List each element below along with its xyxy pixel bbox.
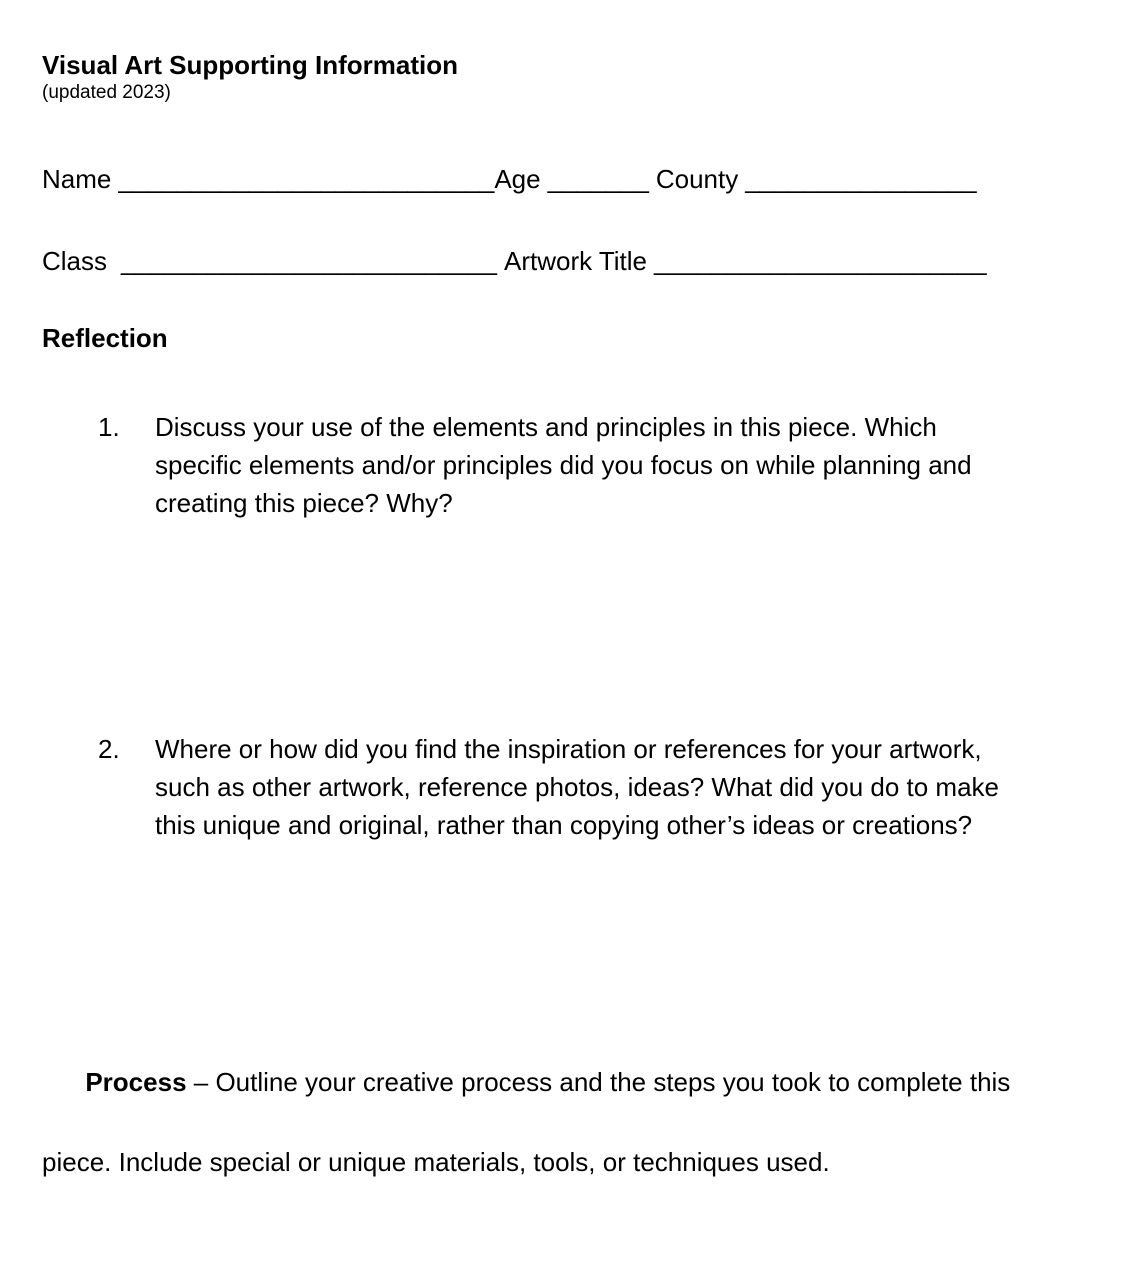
- document-subtitle: (updated 2023): [42, 82, 171, 103]
- question-2-text: [155, 730, 1092, 844]
- name-blank-line: __________________________: [118, 164, 495, 194]
- reflection-question-1: [98, 408, 1092, 522]
- class-blank-line: __________________________: [121, 246, 497, 276]
- artwork-title-blank-line: _______________________: [654, 246, 987, 276]
- name-age-county-row: [42, 162, 1142, 196]
- process-line-2: piece. Include special or unique materials, tools, or techniques used.: [42, 1147, 830, 1177]
- process-paragraph: [42, 1022, 1092, 1182]
- question-1-line-3: creating this piece? Why?: [155, 488, 453, 518]
- question-1-line-2: specific elements and/or principles did you focus on while planning and: [155, 450, 972, 480]
- process-line-1-text: – Outline your creative process and the steps you took to complete this: [186, 1067, 1011, 1097]
- question-2-line-3: this unique and original, rather than copying other’s ideas or creations?: [155, 810, 973, 840]
- question-1-text: [155, 408, 1092, 522]
- process-label: Process: [85, 1067, 187, 1097]
- process-line-1: [42, 1022, 1092, 1142]
- age-label: Age: [494, 164, 541, 194]
- class-artwork-row: [42, 244, 1142, 278]
- reflection-heading: Reflection: [42, 323, 168, 353]
- artwork-title-label: Artwork Title: [503, 246, 648, 276]
- age-blank-line: _______: [547, 164, 649, 194]
- question-1-line-1: Discuss your use of the elements and principles in this piece. Which: [155, 412, 937, 442]
- question-2-line-2: such as other artwork, reference photos, ideas? What did you do to make: [155, 772, 1000, 802]
- question-2-number: 2.: [98, 734, 120, 764]
- county-label: County: [655, 164, 739, 194]
- question-2-line-1: Where or how did you find the inspiration or references for your artwork,: [155, 734, 982, 764]
- reflection-question-2: [98, 730, 1092, 844]
- county-blank-line: ________________: [745, 164, 977, 194]
- name-label: Name: [42, 164, 112, 194]
- question-1-number: 1.: [98, 412, 120, 442]
- class-label: Class: [42, 246, 108, 276]
- document-title: Visual Art Supporting Information: [42, 50, 458, 80]
